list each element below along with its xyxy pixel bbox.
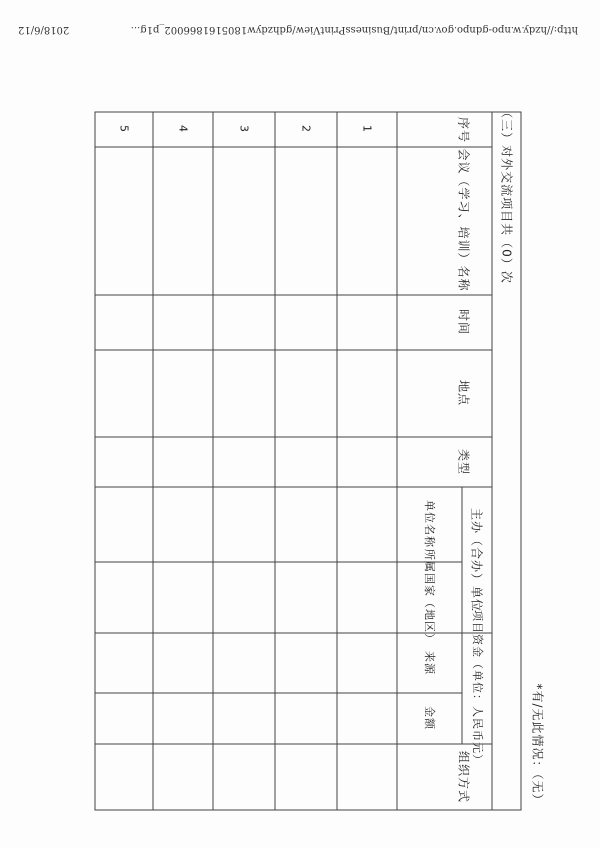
row-number: 1	[360, 125, 374, 133]
header-time: 时间	[456, 308, 471, 336]
header-name: 会议（学习、培训）名称	[456, 148, 471, 292]
header-country: 所属国家（地区）	[423, 549, 436, 645]
row-number: 2	[299, 125, 313, 133]
header-seq: 序号	[456, 116, 471, 144]
print-date: 2018/6/12	[18, 24, 70, 35]
section-title: （三）对外交流项目共（0）次	[499, 106, 514, 284]
row-number: 4	[176, 125, 190, 133]
row-number: 3	[237, 125, 251, 133]
note-text: *有/无此情况：（无）	[530, 683, 545, 807]
header-source: 来源	[423, 651, 436, 675]
header-unit-name: 单位名称	[423, 500, 436, 548]
header-funds-group: 项目资金（单位：人民币元）	[471, 610, 484, 766]
page-url: http://hzdy.w.npo-gdnpo.gov.cn/print/BusinessPrintView/gdhzdyw1805161866002_p1g...	[130, 24, 578, 35]
header-host-group: 主办（合办）单位	[469, 507, 484, 613]
header-org-method: 组织方式	[456, 750, 471, 804]
header-type: 类型	[456, 448, 471, 476]
header-amount: 金额	[423, 706, 436, 730]
header-place: 地点	[456, 379, 471, 407]
row-number: 5	[117, 125, 131, 133]
